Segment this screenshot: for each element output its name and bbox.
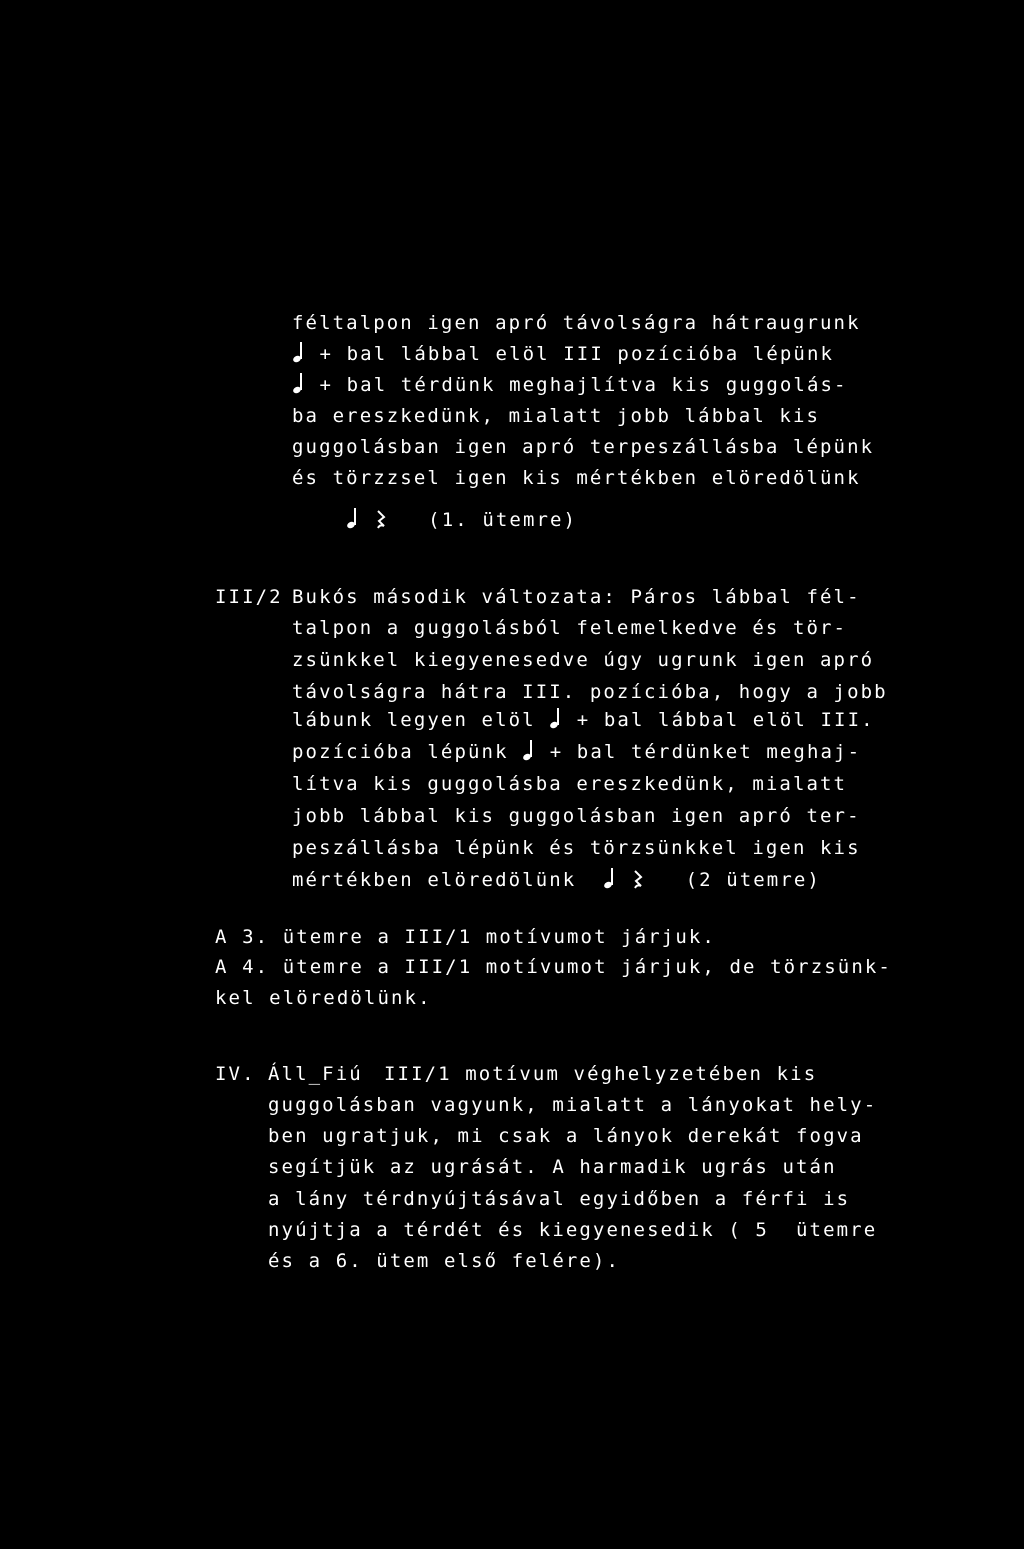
text-line xyxy=(292,740,861,764)
quarter-rest-icon xyxy=(631,868,645,892)
section-label: III/2 xyxy=(215,586,283,608)
quarter-rest-icon xyxy=(374,508,388,532)
quarter-note-icon xyxy=(549,708,563,732)
text-line: A 3. ütemre a III/1 motívumot járjuk. xyxy=(215,926,716,948)
text-line-content: + bal lábbal elöl III. xyxy=(576,709,875,731)
text-line: zsünkkel kiegyenesedve úgy ugrunk igen apró xyxy=(292,649,875,671)
text-line: guggolásban igen apró terpeszállásba lépünk xyxy=(292,436,875,458)
text-line: és a 6. ütem első felére). xyxy=(268,1250,621,1272)
text-line-content: + bal térdünk meghajlítva kis guggolás- xyxy=(319,374,848,396)
text-line: segítjük az ugrását. A harmadik ugrás után xyxy=(268,1156,837,1178)
text-line: jobb lábbal kis guggolásban igen apró ter- xyxy=(292,805,861,827)
text-line: guggolásban vagyunk, mialatt a lányokat hely- xyxy=(268,1094,878,1116)
quarter-note-icon xyxy=(292,373,306,397)
quarter-note-icon xyxy=(522,740,536,764)
text-line: a lány térdnyújtásával egyidőben a férfi is xyxy=(268,1188,851,1210)
section-label: IV. xyxy=(215,1063,256,1085)
text-line: Bukós második változata: Páros lábbal fél- xyxy=(292,586,861,608)
text-line: ben ugratjuk, mi csak a lányok derekát fogva xyxy=(268,1125,864,1147)
text-line: III/1 motívum véghelyzetében kis xyxy=(384,1063,818,1085)
text-line: peszállásba lépünk és törzsünkkel igen kis xyxy=(292,837,861,859)
text-line-content: + bal térdünket meghaj- xyxy=(549,741,862,763)
text-line xyxy=(292,342,834,366)
text-line: féltalpon igen apró távolságra hátraugrunk xyxy=(292,312,861,334)
quarter-note-icon xyxy=(346,508,360,532)
text-line: távolságra hátra III. pozícióba, hogy a jobb xyxy=(292,681,888,703)
text-line: A 4. ütemre a III/1 motívumot járjuk, de törzsünk- xyxy=(215,956,892,978)
text-line: nyújtja a térdét és kiegyenesedik ( 5 ütemre xyxy=(268,1219,878,1241)
text-line xyxy=(346,508,577,532)
text-line: kel elöredölünk. xyxy=(215,987,432,1009)
text-line-content: lábunk legyen elöl xyxy=(292,709,536,731)
text-line-content: (1. ütemre) xyxy=(428,509,578,531)
text-line: ba ereszkedünk, mialatt jobb lábbal kis xyxy=(292,405,821,427)
section-title: Áll_Fiú xyxy=(268,1063,363,1085)
text-line: és törzzsel igen kis mértékben elöredölünk xyxy=(292,467,861,489)
quarter-note-icon xyxy=(603,868,617,892)
text-line xyxy=(292,708,875,732)
quarter-note-icon xyxy=(292,342,306,366)
text-line xyxy=(292,373,848,397)
text-line: talpon a guggolásból felemelkedve és tör- xyxy=(292,617,848,639)
text-line-content: (2 ütemre) xyxy=(685,869,821,891)
text-line-content: + bal lábbal elöl III pozícióba lépünk xyxy=(319,343,835,365)
text-line-content: mértékben elöredölünk xyxy=(292,869,577,891)
text-line xyxy=(292,868,821,892)
text-line: lítva kis guggolásba ereszkedünk, mialatt xyxy=(292,773,848,795)
text-line-content: pozícióba lépünk xyxy=(292,741,509,763)
